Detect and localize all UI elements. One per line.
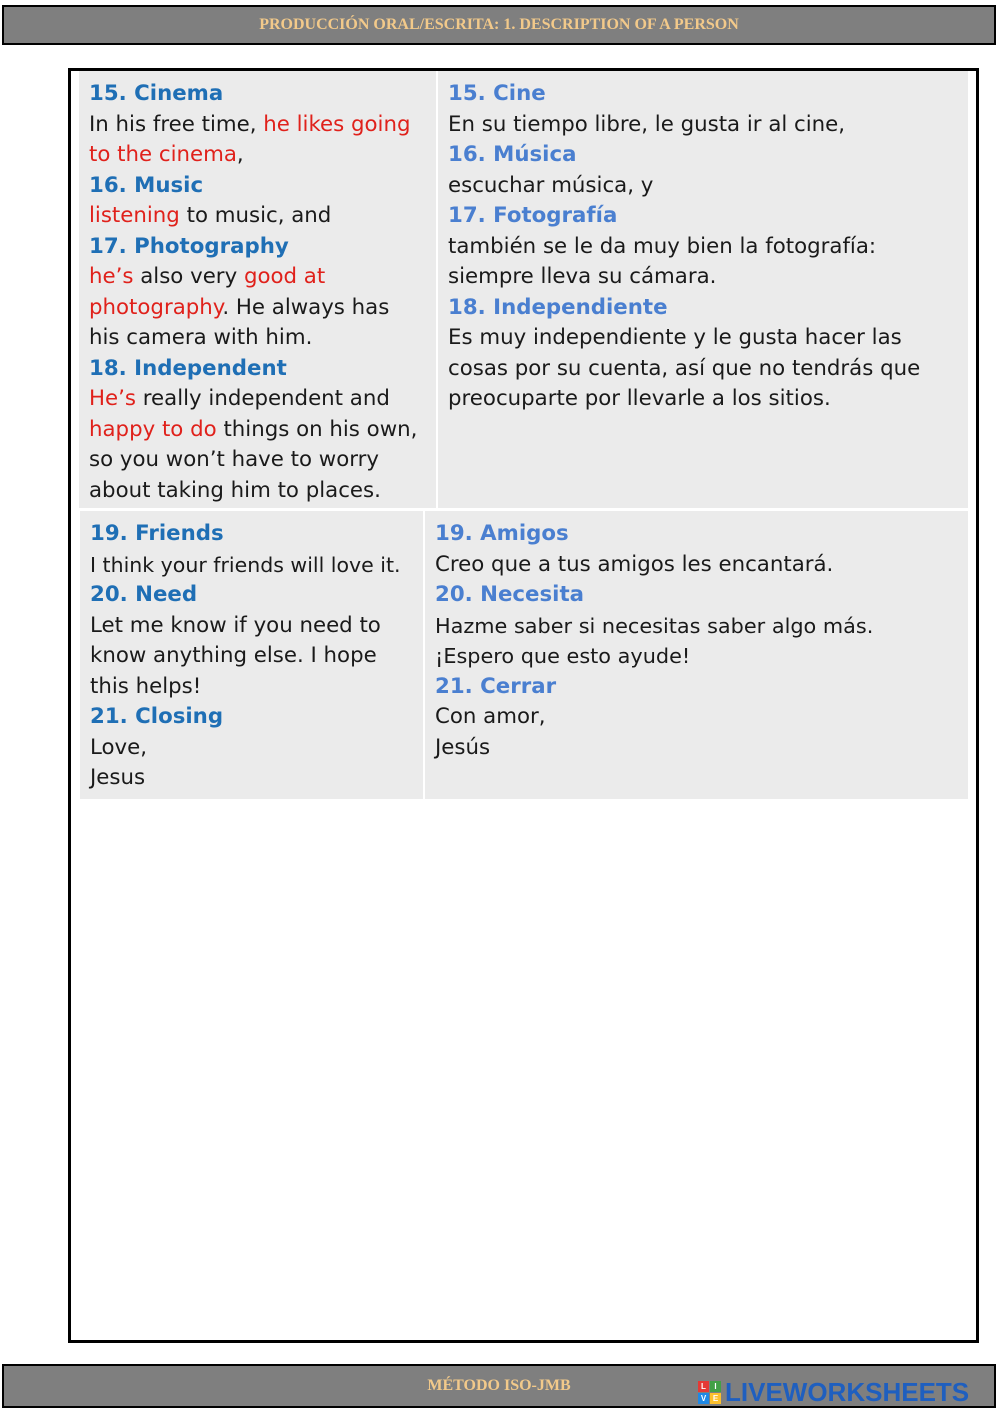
heading-cerrar: 21. Cerrar bbox=[435, 673, 557, 699]
text-independiente: Es muy independiente y le gusta hacer las cosas por su cuenta, así que no tendrás que preocuparte por llevarle a los sitios. bbox=[448, 325, 921, 411]
text-need: Let me know if you need to know anything else. I hope this helps! bbox=[90, 612, 381, 699]
text-friends: I think your friends will love it. bbox=[90, 552, 401, 577]
heading-musica: 16. Música bbox=[448, 142, 577, 167]
logo-letter-i: I bbox=[710, 1381, 721, 1392]
heading-amigos: 19. Amigos bbox=[435, 521, 569, 546]
heading-photography: 17. Photography bbox=[89, 233, 289, 259]
content-frame bbox=[68, 68, 979, 1343]
heading-friends: 19. Friends bbox=[90, 521, 224, 546]
header-title: PRODUCCIÓN ORAL/ESCRITA: 1. DESCRIPTION OF A PERSON bbox=[259, 16, 739, 33]
heading-independent: 18. Independent bbox=[89, 355, 287, 381]
logo-letter-l: L bbox=[698, 1381, 709, 1392]
footer-method: MÉTODO ISO-JMB bbox=[427, 1377, 571, 1394]
liveworksheets-logo[interactable] bbox=[698, 1378, 969, 1406]
text-closing-love: Love, bbox=[90, 734, 147, 760]
cell-english-19-21 bbox=[80, 511, 423, 799]
text-cerrar-nombre: Jesús bbox=[435, 734, 491, 760]
heading-cine: 15. Cine bbox=[448, 81, 546, 106]
text-fotografia: también se le da muy bien la fotografía: siempre lleva su cámara. bbox=[448, 233, 877, 289]
header-band bbox=[2, 5, 996, 45]
cell-spanish-19-21 bbox=[425, 511, 968, 799]
heading-cinema: 15. Cinema bbox=[89, 81, 224, 106]
heading-fotografia: 17. Fotografía bbox=[448, 203, 618, 228]
logo-letter-e: E bbox=[710, 1393, 721, 1404]
logo-letter-v: V bbox=[698, 1393, 709, 1404]
heading-music: 16. Music bbox=[89, 172, 204, 198]
heading-need: 20. Need bbox=[90, 582, 198, 607]
text-musica: escuchar música, y bbox=[448, 172, 654, 198]
text-necesita: Hazme saber si necesitas saber algo más. ¡Espero que esto ayude! bbox=[435, 613, 874, 668]
heading-necesita: 20. Necesita bbox=[435, 582, 585, 607]
text-cine: En su tiempo libre, le gusta ir al cine, bbox=[448, 111, 846, 137]
logo-text: LIVEWORKSHEETS bbox=[725, 1376, 970, 1407]
text-music: listening to music, and bbox=[89, 203, 332, 228]
text-cerrar-amor: Con amor, bbox=[435, 704, 546, 729]
logo-grid-icon bbox=[698, 1381, 721, 1404]
text-photography: he’s also very good at photography. He always has his camera with him. bbox=[89, 264, 390, 350]
text-closing-name: Jesus bbox=[90, 765, 146, 790]
text-amigos: Creo que a tus amigos les encantará. bbox=[435, 551, 834, 577]
text-independent: He’s really independent and happy to do things on his own, so you won’t have to worry about taking him to places. bbox=[89, 386, 418, 503]
text-cinema: In his free time, he likes going to the cinema, bbox=[89, 111, 411, 167]
heading-independiente: 18. Independiente bbox=[448, 294, 668, 320]
cell-spanish-15-18 bbox=[438, 71, 968, 508]
cell-english-15-18 bbox=[79, 71, 436, 508]
heading-closing: 21. Closing bbox=[90, 704, 224, 729]
